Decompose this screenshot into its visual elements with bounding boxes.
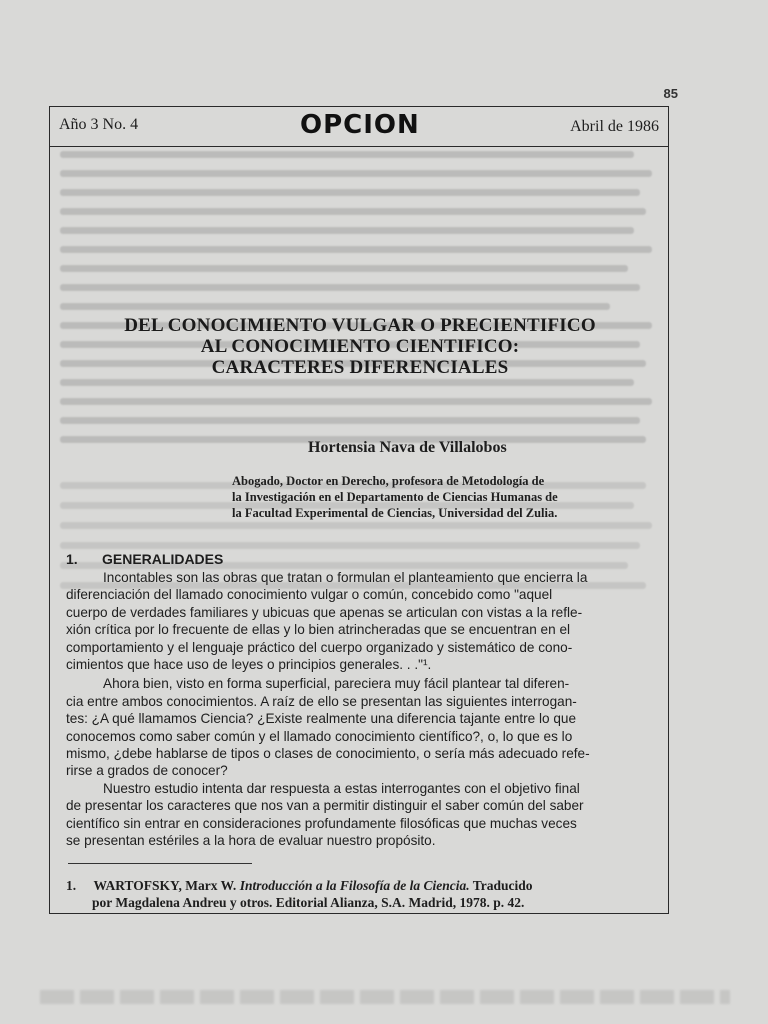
- article-title-line-1: DEL CONOCIMIENTO VULGAR O PRECIENTIFICO: [124, 315, 596, 336]
- issue-date: Abril de 1986: [570, 118, 659, 135]
- footnote-author: WARTOFSKY, Marx W.: [93, 878, 237, 893]
- body-line: Ahora bien, visto en forma superficial, pareciera muy fácil plantear tal diferen-: [103, 676, 570, 692]
- body-line: diferenciación del llamado conocimiento vulgar o común, concebido como "aquel: [66, 587, 553, 603]
- page-number: 85: [663, 86, 678, 101]
- journal-header: [50, 107, 668, 147]
- section-heading: [66, 551, 223, 567]
- section-number: 1.: [66, 551, 78, 567]
- article-title-line-2: AL CONOCIMIENTO CIENTIFICO:: [200, 336, 520, 357]
- footnote-book-title: Introducción a la Filosofía de la Ciencia.: [239, 878, 470, 893]
- author-name: Hortensia Nava de Villalobos: [308, 439, 507, 456]
- author-affiliation: [232, 473, 658, 521]
- body-line: xión crítica por lo frecuente de ellas y lo bien atrincheradas que se encuentran en el: [66, 622, 571, 638]
- body-line: rirse a grados de conocer?: [66, 763, 228, 779]
- show-through-bottom: [40, 990, 730, 1004]
- body-line: cia entre ambos conocimientos. A raíz de ello se presentan las siguientes interrogan-: [66, 693, 577, 709]
- article-frame: [49, 106, 669, 914]
- body-line: científico sin entrar en consideraciones profundamente filosóficas que muchas veces: [66, 815, 577, 831]
- section-title: GENERALIDADES: [102, 551, 224, 567]
- footnote-text: Traducido: [472, 878, 533, 893]
- body-line: Nuestro estudio intenta dar respuesta a estas interrogantes con el objetivo final: [103, 780, 580, 796]
- issue-number: Año 3 No. 4: [59, 116, 139, 133]
- affiliation-line: la Investigación en el Departamento de Ciencias Humanas de: [232, 490, 558, 504]
- body-line: de presentar los caracteres que nos van a permitir distinguir el saber común del saber: [66, 798, 584, 814]
- footnote-rule: [68, 863, 252, 864]
- body-line: cuerpo de verdades familiares y ubicuas que apenas se articulan con vistas a la refle-: [66, 604, 583, 620]
- body-line: comportamiento y el lenguaje práctico del cuerpo organizado y sistemático de cono-: [66, 639, 573, 655]
- footnote: [66, 877, 656, 911]
- body-line: cimientos que hace uso de leyes o principios generales. . ."¹.: [66, 657, 432, 673]
- footnote-number: 1.: [66, 878, 77, 893]
- article-title-line-3: CARACTERES DIFERENCIALES: [211, 357, 509, 378]
- affiliation-line: Abogado, Doctor en Derecho, profesora de Metodología de: [232, 474, 545, 488]
- body-line: conocemos como saber común y el llamado conocimiento científico?, o, lo que es lo: [66, 728, 573, 744]
- body-text: [66, 569, 654, 850]
- body-line: tes: ¿A qué llamamos Ciencia? ¿Existe realmente una diferencia tajante entre lo que: [66, 711, 577, 727]
- body-line: mismo, ¿debe hablarse de tipos o clases de conocimiento, o sería más adecuado refe-: [66, 746, 590, 762]
- journal-logo: OPCION: [300, 110, 420, 140]
- affiliation-line: la Facultad Experimental de Ciencias, Universidad del Zulia.: [232, 506, 558, 520]
- footnote-text: por Magdalena Andreu y otros. Editorial Alianza, S.A. Madrid, 1978. p. 42.: [92, 895, 525, 910]
- show-through-text: [60, 151, 658, 469]
- body-line: se presentan estériles a la hora de evaluar nuestro propósito.: [66, 833, 436, 849]
- body-line: Incontables son las obras que tratan o formulan el planteamiento que encierra la: [103, 570, 588, 585]
